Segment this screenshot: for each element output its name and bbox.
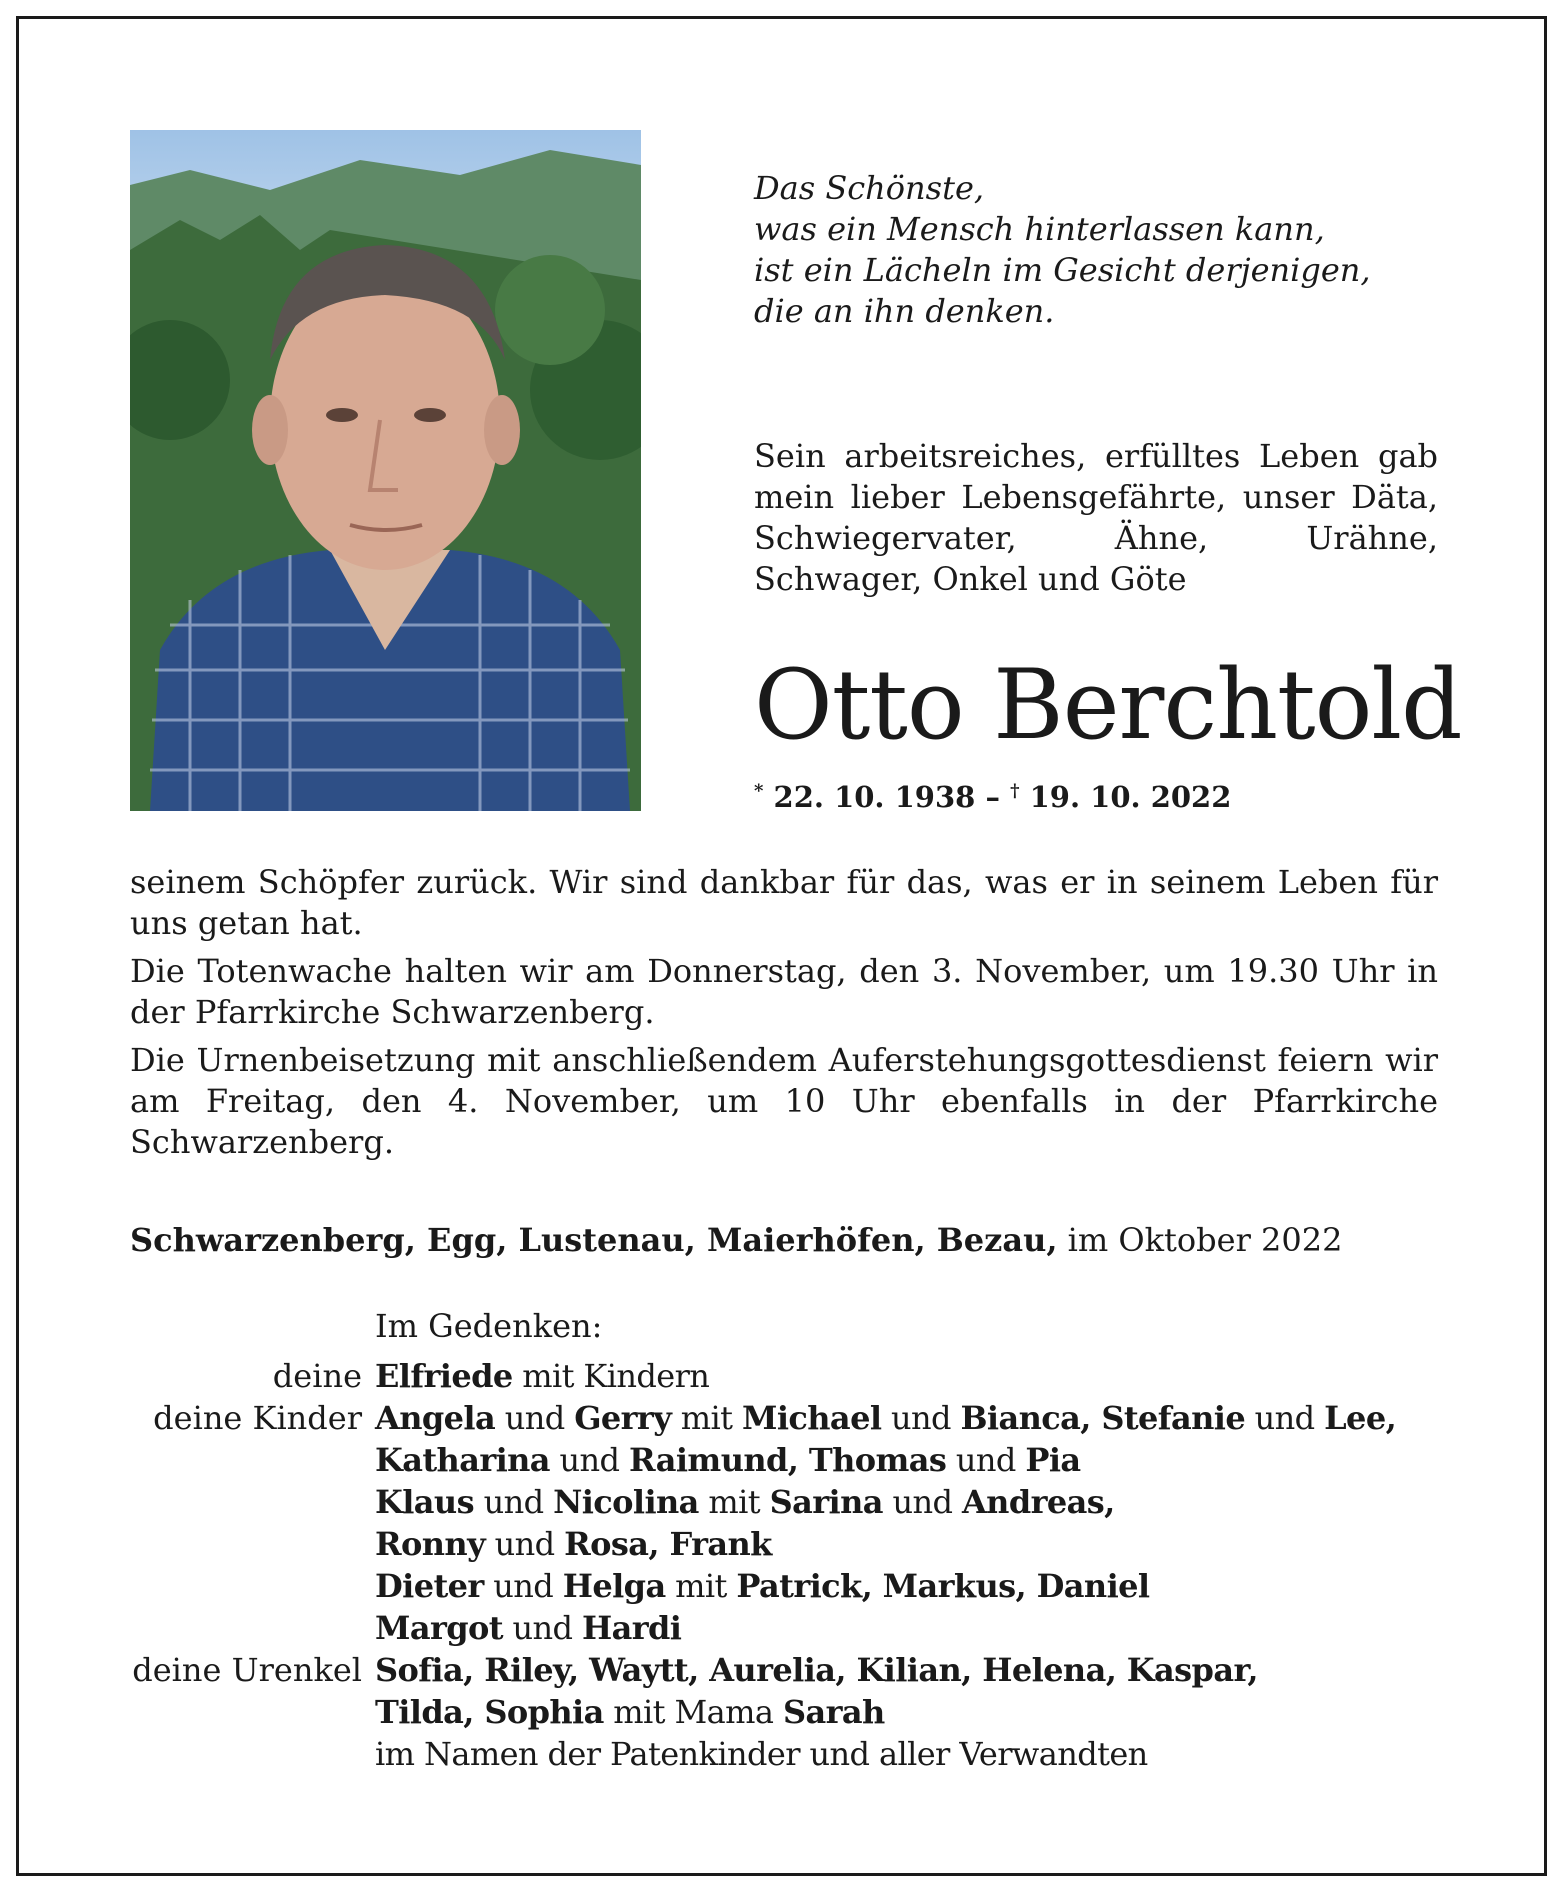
portrait-photo <box>130 130 641 811</box>
relative-name: Pia <box>1025 1441 1081 1479</box>
relative-name: Bianca, Stefanie <box>960 1399 1246 1437</box>
relatives-names <box>375 1733 1148 1775</box>
memorial-row <box>0 1355 1567 1397</box>
life-dates <box>754 780 1231 814</box>
connector-text: und <box>474 1483 554 1521</box>
connector-text: mit Mama <box>603 1693 783 1731</box>
connector-text: mit Kindern <box>512 1357 710 1395</box>
body-text <box>130 862 1438 1170</box>
connector-text: mit <box>698 1483 770 1521</box>
memorial-row <box>0 1439 1567 1481</box>
quote-line: ist ein Lächeln im Gesicht derjenigen, <box>754 251 1371 289</box>
connector-text: und <box>502 1609 582 1647</box>
connector-text: und <box>881 1399 961 1437</box>
relatives-names <box>375 1649 1258 1691</box>
ear-right <box>484 395 520 465</box>
relative-name: Lee, <box>1324 1399 1397 1437</box>
death-symbol: † <box>1010 780 1020 802</box>
relative-name: Sarina <box>769 1483 883 1521</box>
memorial-row <box>0 1691 1567 1733</box>
portrait-illustration <box>130 130 641 811</box>
memorial-row <box>0 1649 1567 1691</box>
memorial-list <box>0 1355 1567 1775</box>
relatives-names <box>375 1691 885 1733</box>
relation-label: deine <box>272 1357 362 1395</box>
places-date: im Oktober 2022 <box>1057 1221 1343 1259</box>
death-date: 19. 10. 2022 <box>1029 780 1232 814</box>
connector-text: und <box>495 1399 575 1437</box>
relative-name: Klaus <box>375 1483 474 1521</box>
relative-name: Nicolina <box>553 1483 699 1521</box>
memorial-row <box>0 1397 1567 1439</box>
memorial-title: Im Gedenken: <box>375 1307 603 1345</box>
relative-name: Raimund, Thomas <box>629 1441 947 1479</box>
relative-name: Rosa, Frank <box>564 1525 772 1563</box>
relative-name: Andreas, <box>961 1483 1115 1521</box>
relative-name: Patrick, Markus, Daniel <box>736 1567 1150 1605</box>
relatives-names <box>375 1481 1115 1523</box>
relative-name: Dieter <box>375 1567 484 1605</box>
connector-text: im Namen der Patenkinder und aller Verwandten <box>375 1735 1148 1773</box>
relative-name: Tilda, Sophia <box>375 1693 604 1731</box>
memorial-row <box>0 1481 1567 1523</box>
body-paragraph: seinem Schöpfer zurück. Wir sind dankbar für das, was er in seinem Leben für uns getan hat. <box>130 863 1438 942</box>
eye-left <box>326 408 358 422</box>
relative-name: Angela <box>375 1399 496 1437</box>
relative-name: Sofia, Riley, Waytt, Aurelia, Kilian, Helena, Kaspar, <box>375 1651 1258 1689</box>
connector-text: und <box>946 1441 1026 1479</box>
relative-name: Helga <box>562 1567 666 1605</box>
relative-name: Ronny <box>375 1525 486 1563</box>
connector-text: und <box>882 1483 962 1521</box>
deceased-name: Otto Berchtold <box>754 649 1462 761</box>
connector-text: und <box>483 1567 563 1605</box>
relative-name: Gerry <box>574 1399 672 1437</box>
connector-text: und <box>1245 1399 1325 1437</box>
date-dash: – <box>985 780 1000 814</box>
memorial-row <box>0 1523 1567 1565</box>
relatives-names <box>375 1397 1396 1439</box>
relatives-names <box>375 1607 681 1649</box>
connector-text: mit <box>665 1567 737 1605</box>
connector-text: und <box>485 1525 565 1563</box>
memorial-row <box>0 1733 1567 1775</box>
birth-symbol: * <box>754 780 764 802</box>
relative-name: Elfriede <box>375 1357 513 1395</box>
relatives-names <box>375 1439 1081 1481</box>
body-paragraph: Die Urnenbeisetzung mit anschließendem Auferstehungsgottesdienst feiern wir am Freitag, den 4. November, um 10 Uhr ebenfalls in der Pfarrkirche Schwarzenberg. <box>130 1041 1438 1161</box>
relatives-names <box>375 1355 709 1397</box>
eye-right <box>414 408 446 422</box>
relative-name: Katharina <box>375 1441 550 1479</box>
places-names: Schwarzenberg, Egg, Lustenau, Maierhöfen, Bezau, <box>130 1221 1058 1259</box>
quote-line: die an ihn denken. <box>754 292 1055 330</box>
relation-label: deine Kinder <box>153 1399 362 1437</box>
relative-name: Margot <box>375 1609 503 1647</box>
memorial-row <box>0 1607 1567 1649</box>
relative-name: Sarah <box>782 1693 885 1731</box>
quote <box>754 168 1371 332</box>
quote-line: was ein Mensch hinterlassen kann, <box>754 210 1325 248</box>
relative-name: Hardi <box>581 1609 682 1647</box>
connector-text: mit <box>671 1399 742 1437</box>
memorial-row <box>0 1565 1567 1607</box>
places-line <box>130 1221 1342 1259</box>
relative-name: Michael <box>742 1399 882 1437</box>
body-paragraph: Die Totenwache halten wir am Donnerstag, den 3. November, um 19.30 Uhr in der Pfarrkirche Schwarzenberg. <box>130 952 1438 1031</box>
connector-text: und <box>549 1441 630 1479</box>
intro-text: Sein arbeitsreiches, erfülltes Leben gab mein lieber Lebensgefährte, unser Däta, Schwiegervater, Ähne, Urähne, Schwager, Onkel und Göte <box>754 437 1438 598</box>
ear-left <box>252 395 288 465</box>
relation-label: deine Urenkel <box>132 1651 362 1689</box>
relatives-names <box>375 1565 1149 1607</box>
relatives-names <box>375 1523 772 1565</box>
quote-line: Das Schönste, <box>754 169 985 207</box>
birth-date: 22. 10. 1938 <box>773 780 976 814</box>
tree-right-top <box>495 255 605 365</box>
